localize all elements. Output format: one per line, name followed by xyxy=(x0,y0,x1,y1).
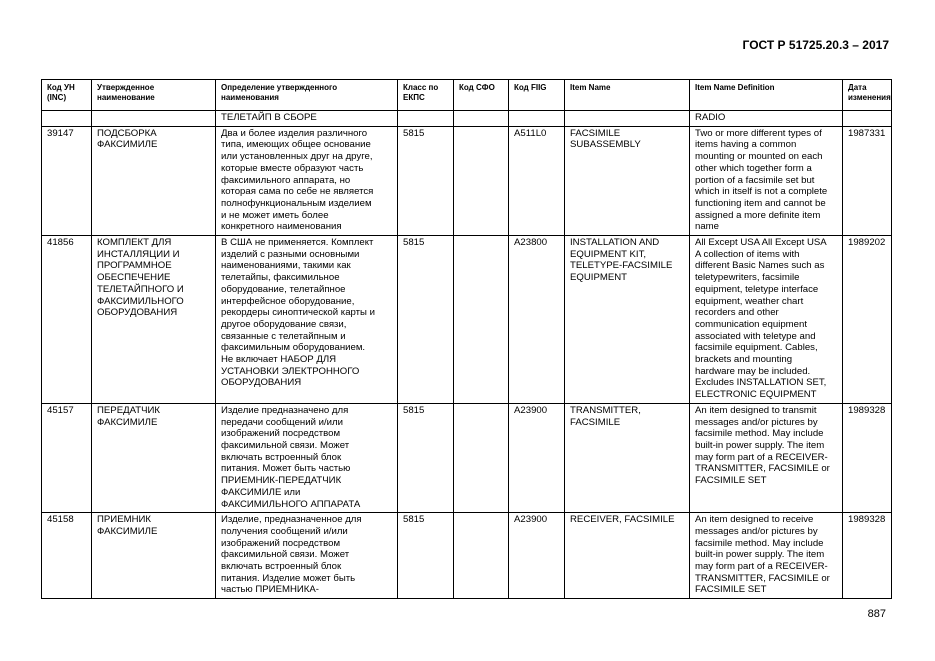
col-header-sfo: Код СФО xyxy=(454,80,509,111)
cell-item-name: TRANSMITTER, FACSIMILE xyxy=(565,403,690,512)
cell-approved-name: ПОДСБОРКА ФАКСИМИЛЕ xyxy=(92,126,216,235)
cell-approved-name: ПЕРЕДАТЧИК ФАКСИМИЛЕ xyxy=(92,403,216,512)
cell-definition: Изделие предназначено для передачи сообщений и/или изображений посредством факсимильной связи. Может включать встроенный блок питания. Может быть частью ПРИЕМНИК-ПЕРЕДАТЧИК ФАКСИМИЛЕ или ФАКСИМИЛЬНОГО АППАРАТА xyxy=(216,403,398,512)
cell-approved-name: ПРИЕМНИК ФАКСИМИЛЕ xyxy=(92,513,216,599)
cell-change-date: 1989328 xyxy=(843,513,892,599)
col-header-approved-name: Утвержденное наименование xyxy=(92,80,216,111)
col-header-inc: Код УН (INC) xyxy=(42,80,92,111)
cell-class: 5815 xyxy=(398,513,454,599)
cell-definition: ТЕЛЕТАЙП В СБОРЕ xyxy=(216,111,398,127)
cell-change-date: 1989328 xyxy=(843,403,892,512)
cell-approved-name: КОМПЛЕКТ ДЛЯ ИНСТАЛЛЯЦИИ И ПРОГРАММНОЕ ОБЕСПЕЧЕНИЕ ТЕЛЕТАЙПНОГО И ФАКСИМИЛЬНОГО ОБОРУДОВАНИЯ xyxy=(92,236,216,404)
cell-item-name: INSTALLATION AND EQUIPMENT KIT, TELETYPE-FACSIMILE EQUIPMENT xyxy=(565,236,690,404)
cell-item-definition: An item designed to receive messages and/or pictures by facsimile method. May include built-in power supply. The item may form part of a RECEIVER- TRANSMITTER, FACSIMILE or FACSIMILE SET xyxy=(690,513,843,599)
cell-sfo xyxy=(454,403,509,512)
cell-fiig: A23800 xyxy=(509,236,565,404)
cell-item-definition: RADIO xyxy=(690,111,843,127)
cell-inc xyxy=(42,111,92,127)
cell-item-name: FACSIMILE SUBASSEMBLY xyxy=(565,126,690,235)
cell-fiig: A23900 xyxy=(509,513,565,599)
catalog-table xyxy=(41,79,892,599)
cell-inc: 45158 xyxy=(42,513,92,599)
cell-fiig xyxy=(509,111,565,127)
col-header-item-definition: Item Name Definition xyxy=(690,80,843,111)
table-row xyxy=(42,513,892,599)
table-header-row xyxy=(42,80,892,111)
cell-approved-name xyxy=(92,111,216,127)
table-row xyxy=(42,126,892,235)
col-header-fiig: Код FIIG xyxy=(509,80,565,111)
cell-change-date xyxy=(843,111,892,127)
cell-definition: Два и более изделия различного типа, имеющих общее основание или установленных друг на друге, которые вместе образуют часть факсимильного аппарата, но которая сама по себе не является полнофункциональным изделием и не может иметь более конкретного наименования xyxy=(216,126,398,235)
cell-definition: В США не применяется. Комплект изделий с разными основными наименованиями, такими как телетайпы, факсимильное оборудование, телетайпное интерфейсное оборудование, рекордеры синоптической карты и другое оборудование связи, связанные с телетайпным и факсимильным оборудованием. Не включает НАБОР ДЛЯ УСТАНОВКИ ЭЛЕКТРОННОГО ОБОРУДОВАНИЯ xyxy=(216,236,398,404)
table-row xyxy=(42,236,892,404)
col-header-definition: Определение утвержденного наименования xyxy=(216,80,398,111)
col-header-change-date: Дата изменения xyxy=(843,80,892,111)
cell-change-date: 1987331 xyxy=(843,126,892,235)
cell-class: 5815 xyxy=(398,126,454,235)
cell-item-definition: Two or more different types of items having a common mounting or mounted on each other which together form a portion of a facsimile set but which in itself is not a complete functioning item and cannot be assigned a more definite item name xyxy=(690,126,843,235)
cell-inc: 39147 xyxy=(42,126,92,235)
cell-inc: 45157 xyxy=(42,403,92,512)
cell-definition: Изделие, предназначенное для получения сообщений и/или изображений посредством факсимильной связи. Может включать встроенный блок питания. Изделие может быть частью ПРИЕМНИКА- xyxy=(216,513,398,599)
cell-item-name xyxy=(565,111,690,127)
document-header: ГОСТ Р 51725.20.3 – 2017 xyxy=(742,38,889,52)
page-number: 887 xyxy=(867,608,886,620)
cell-fiig: A23900 xyxy=(509,403,565,512)
col-header-item-name: Item Name xyxy=(565,80,690,111)
cell-change-date: 1989202 xyxy=(843,236,892,404)
cell-sfo xyxy=(454,111,509,127)
cell-class: 5815 xyxy=(398,403,454,512)
col-header-class: Класс по ЕКПС xyxy=(398,80,454,111)
cell-item-definition: An item designed to transmit messages and/or pictures by facsimile method. May include built-in power supply. The item may form part of a RECEIVER- TRANSMITTER, FACSIMILE or FACSIMILE SET xyxy=(690,403,843,512)
cell-class: 5815 xyxy=(398,236,454,404)
cell-class xyxy=(398,111,454,127)
table-row xyxy=(42,111,892,127)
cell-item-name: RECEIVER, FACSIMILE xyxy=(565,513,690,599)
cell-inc: 41856 xyxy=(42,236,92,404)
table-row xyxy=(42,403,892,512)
cell-item-definition: All Except USA All Except USA A collection of items with different Basic Names such as teletypewriters, facsimile equipment, teletype interface equipment, weather chart recorders and other communication equipment associated with teletype and facsimile equipment. Cables, brackets and mounting hardware may be included. Excludes INSTALLATION SET, ELECTRONIC EQUIPMENT xyxy=(690,236,843,404)
cell-fiig: A511L0 xyxy=(509,126,565,235)
cell-sfo xyxy=(454,513,509,599)
cell-sfo xyxy=(454,126,509,235)
cell-sfo xyxy=(454,236,509,404)
